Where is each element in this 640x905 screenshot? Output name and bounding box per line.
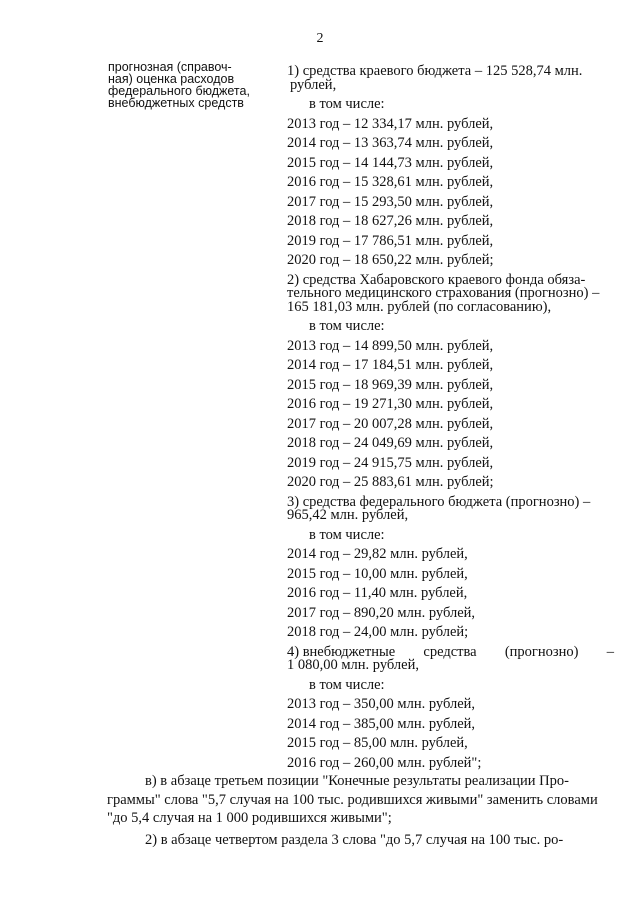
year-line: 2014 год – 29,82 млн. рублей,: [287, 546, 468, 562]
year-line: 2015 год – 14 144,73 млн. рублей,: [287, 154, 494, 171]
item-line: 2) средства Хабаровского краевого фонда обяза-: [287, 271, 586, 288]
year-line: 2020 год – 18 650,22 млн. рублей;: [287, 252, 494, 268]
paragraph-line: "до 5,4 случая на 1 000 родившихся живыми";: [107, 810, 392, 826]
year-line: 2013 год – 350,00 млн. рублей,: [287, 696, 476, 712]
item-line: 3) средства федерального бюджета (прогнозно) –: [287, 493, 591, 510]
item-word: средства: [423, 643, 477, 660]
paragraph-v: [107, 772, 614, 828]
item-3-sub: в том числе:: [309, 526, 385, 543]
left-column-label: [108, 61, 283, 109]
year-line: 2017 год – 15 293,50 млн. рублей,: [287, 193, 494, 210]
year-line: 2016 год – 19 271,30 млн. рублей,: [287, 396, 494, 412]
year-line: 2018 год – 18 627,26 млн. рублей,: [287, 213, 494, 229]
body-text: [107, 772, 614, 852]
left-label-line: ная) оценка расходов: [108, 72, 235, 86]
year-line: 2015 год – 10,00 млн. рублей,: [287, 565, 468, 582]
item-1-heading: [287, 65, 614, 92]
year-line: 2014 год – 13 363,74 млн. рублей,: [287, 135, 494, 151]
year-line: 2018 год – 24 049,69 млн. рублей,: [287, 435, 494, 451]
year-line: 2013 год – 12 334,17 млн. рублей,: [287, 115, 494, 132]
paragraph-line: граммы" слова "5,7 случая на 100 тыс. родившихся живыми" заменить словами: [107, 791, 598, 808]
item-line: 965,42 млн. рублей,: [287, 507, 409, 523]
item-4-heading: [287, 643, 614, 673]
item-word: 4) внебюджетные: [287, 643, 396, 660]
right-column-funding: [287, 62, 614, 773]
item-1-sub: в том числе:: [309, 96, 385, 112]
paragraph-line: 2) в абзаце четвертом раздела 3 слова "до 5,7 случая на 100 тыс. ро-: [145, 831, 564, 848]
paragraph-line: в) в абзаце третьем позиции "Конечные результаты реализации Про-: [145, 773, 569, 789]
year-line: 2017 год – 890,20 млн. рублей,: [287, 604, 476, 621]
year-line: 2014 год – 17 184,51 млн. рублей,: [287, 357, 494, 373]
left-label-line: федерального бюджета,: [108, 84, 250, 98]
year-line: 2013 год – 14 899,50 млн. рублей,: [287, 337, 494, 354]
item-line: 1 080,00 млн. рублей,: [287, 657, 419, 673]
paragraph-2: [107, 831, 614, 850]
year-line: 2018 год – 24,00 млн. рублей;: [287, 624, 469, 640]
year-line: 2019 год – 17 786,51 млн. рублей,: [287, 232, 494, 249]
item-line: рублей,: [290, 76, 337, 93]
item-2-sub: в том числе:: [309, 318, 385, 334]
item-word: –: [606, 643, 614, 660]
year-line: 2015 год – 85,00 млн. рублей,: [287, 735, 468, 751]
item-word: (прогнозно): [504, 643, 579, 660]
item-4-sub: в том числе:: [309, 676, 385, 693]
left-label-line: прогнозная (справоч-: [108, 60, 232, 74]
year-line: 2016 год – 11,40 млн. рублей,: [287, 585, 468, 601]
year-line: 2020 год – 25 883,61 млн. рублей;: [287, 474, 494, 490]
page-number: 2: [316, 31, 324, 46]
year-line: 2014 год – 385,00 млн. рублей,: [287, 715, 476, 732]
item-2-heading: [287, 271, 614, 315]
year-line: 2015 год – 18 969,39 млн. рублей,: [287, 376, 494, 393]
year-line: 2016 год – 15 328,61 млн. рублей,: [287, 174, 494, 190]
year-line: 2016 год – 260,00 млн. рублей";: [287, 754, 482, 771]
item-line: 1) средства краевого бюджета – 125 528,74 млн.: [287, 63, 583, 79]
item-line: 165 181,03 млн. рублей (по согласованию),: [287, 298, 552, 315]
left-label-line: внебюджетных средств: [108, 96, 244, 110]
year-line: 2017 год – 20 007,28 млн. рублей,: [287, 415, 494, 432]
year-line: 2019 год – 24 915,75 млн. рублей,: [287, 454, 494, 471]
item-line: тельного медицинского страхования (прогнозно) –: [287, 285, 600, 301]
item-3-heading: [287, 493, 614, 523]
